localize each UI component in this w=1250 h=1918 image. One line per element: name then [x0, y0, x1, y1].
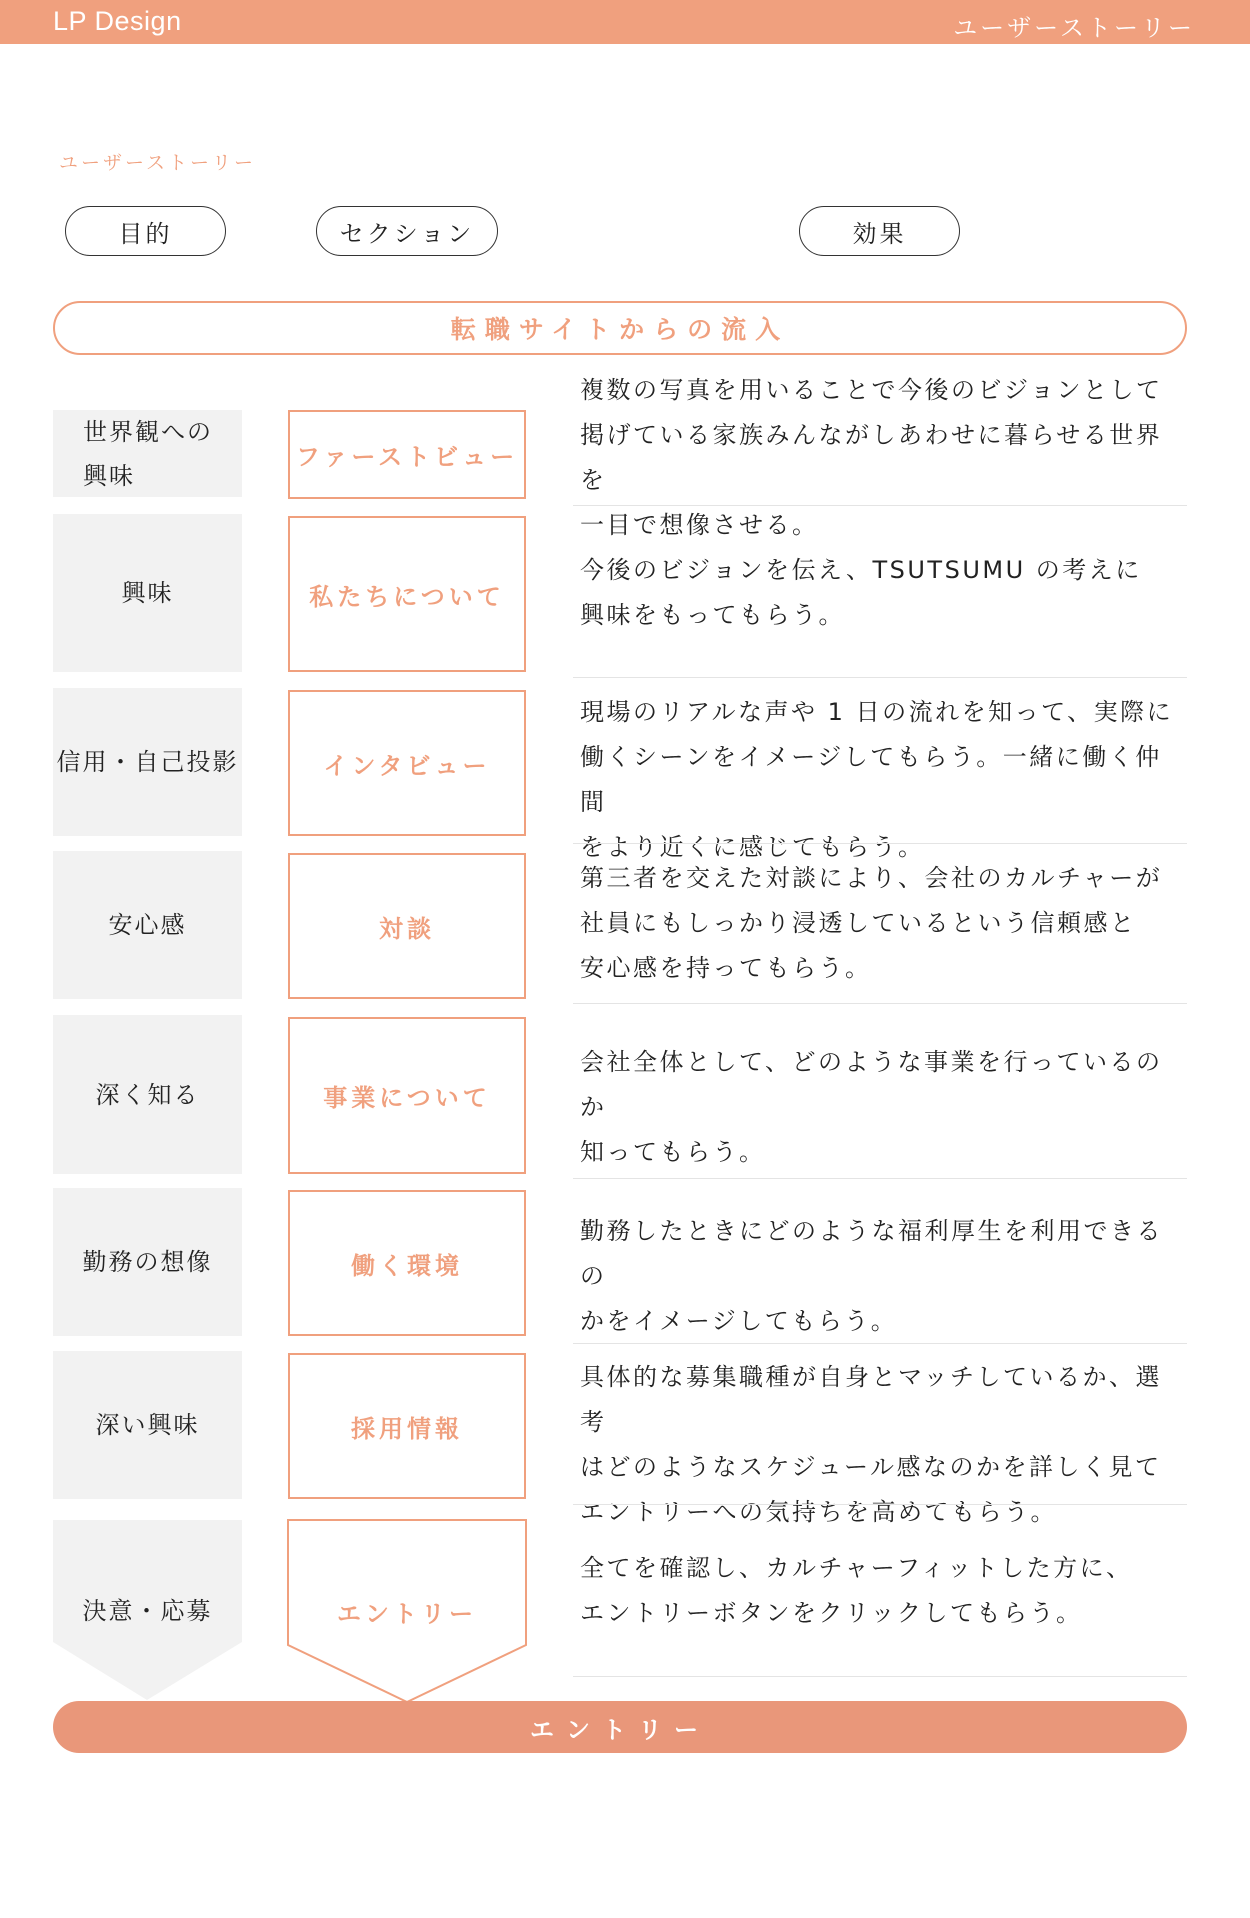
effect-text: 勤務したときにどのような福利厚生を利用できるの かをイメージしてもらう。	[580, 1217, 1163, 1335]
section-box: 私たちについて	[288, 516, 526, 672]
source-banner: 転職サイトからの流入	[53, 301, 1187, 355]
page-label: ユーザーストーリー	[953, 14, 1195, 42]
effect-text: 全てを確認し、カルチャーフィットした方に、 エントリーボタンをクリックしてもらう。	[580, 1554, 1133, 1627]
effect-text: 現場のリアルな声や 1 日の流れを知って、実際に 働くシーンをイメージしてもらう。一緒に働く仲間 をより近くに感じてもらう。	[580, 698, 1174, 861]
section-box: ファーストビュー	[288, 410, 526, 499]
section-box: 働く環境	[288, 1190, 526, 1336]
effect-text: 具体的な募集職種が自身とマッチしているか、選考 はどのようなスケジュール感なのかを詳しく見て エントリーへの気持ちを高めてもらう。	[580, 1363, 1163, 1526]
stage-cell: 安心感	[53, 851, 242, 999]
section-caption: ユーザーストーリー	[59, 152, 257, 174]
column-header-effect: 効果	[799, 206, 960, 256]
row-divider	[573, 1676, 1187, 1677]
section-box: 対談	[288, 853, 526, 999]
stage-cell: 興味	[53, 514, 242, 672]
brand-title: LP Design	[53, 6, 182, 36]
section-box: 採用情報	[288, 1353, 526, 1499]
stage-cell: 世界観への 興味	[53, 410, 242, 497]
column-header-section: セクション	[316, 206, 498, 256]
stage-cell: 勤務の想像	[53, 1188, 242, 1336]
section-box: エントリー	[337, 1599, 477, 1628]
stage-cell: 決意・応募	[82, 1597, 213, 1625]
stage-cell: 信用・自己投影	[53, 688, 242, 836]
column-header-purpose: 目的	[65, 206, 226, 256]
stage-cell: 深い興味	[53, 1351, 242, 1499]
section-box: 事業について	[288, 1017, 526, 1174]
effect-text: 会社全体として、どのような事業を行っているのか 知ってもらう。	[580, 1048, 1163, 1166]
section-box: インタビュー	[288, 690, 526, 836]
effect-text: 第三者を交えた対談により、会社のカルチャーが 社員にもしっかり浸透しているという信頼感と 安心感を持ってもらう。	[580, 864, 1163, 982]
effect-text: 今後のビジョンを伝え、TSUTSUMU の考えに 興味をもってもらう。	[580, 556, 1142, 629]
entry-bar: エントリー	[53, 1701, 1187, 1753]
effect-text: 複数の写真を用いることで今後のビジョンとして 掲げている家族みんながしあわせに暮らせる世界を 一目で想像させる。	[580, 376, 1163, 539]
stage-cell: 深く知る	[53, 1015, 242, 1174]
